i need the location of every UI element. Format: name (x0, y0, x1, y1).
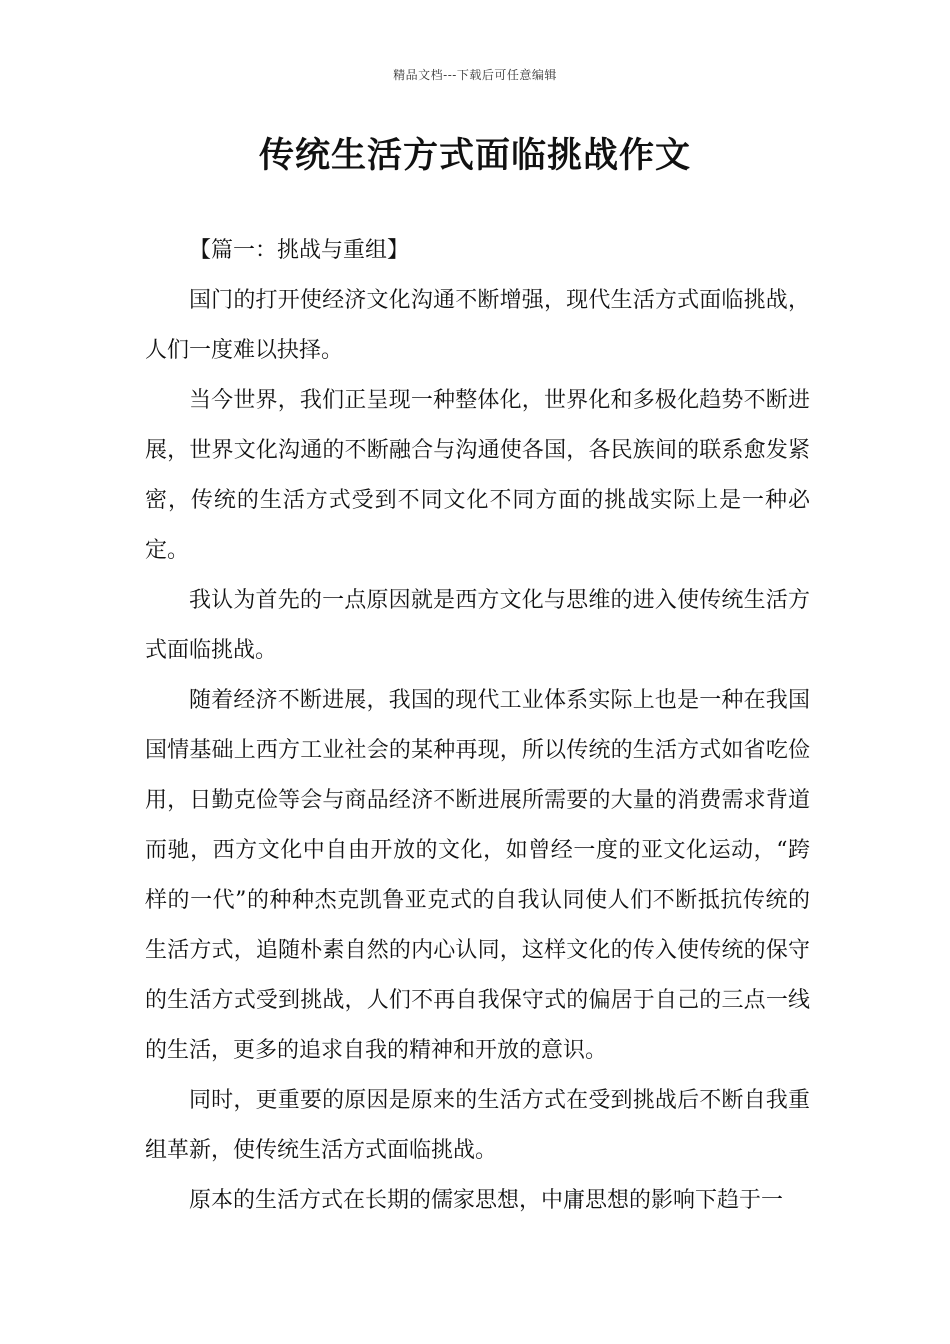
document-body (145, 226, 810, 1226)
paragraph: 当今世界，我们正呈现一种整体化，世界化和多极化趋势不断进展，世界文化沟通的不断融合与沟通使各国，各民族间的联系愈发紧密，传统的生活方式受到不同文化不同方面的挑战实际上是一种必定。 (145, 388, 810, 563)
section-heading: 【篇一：挑战与重组】 (189, 238, 410, 263)
paragraph: 同时，更重要的原因是原来的生活方式在受到挑战后不断自我重组革新，使传统生活方式面临挑战。 (145, 1088, 810, 1163)
header-note: 精品文档---下载后可任意编辑 (393, 68, 557, 82)
paragraph: 原本的生活方式在长期的儒家思想，中庸思想的影响下趋于一 (189, 1188, 784, 1213)
document-title: 传统生活方式面临挑战作文 (258, 135, 691, 176)
paragraph: 随着经济不断进展，我国的现代工业体系实际上也是一种在我国国情基础上西方工业社会的某种再现，所以传统的生活方式如省吃俭用，日勤克俭等会与商品经济不断进展所需要的大量的消费需求背道而驰，西方文化中自由开放的文化，如曾经一度的亚文化运动，“跨样的一代”的种种杰克凯鲁亚克式的自我认同使人们不断抵抗传统的生活方式，追随朴素自然的内心认同，这样文化的传入使传统的保守的生活方式受到挑战，人们不再自我保守式的偏居于自己的三点一线的生活，更多的追求自我的精神和开放的意识。 (145, 688, 810, 1063)
paragraph: 我认为首先的一点原因就是西方文化与思维的进入使传统生活方式面临挑战。 (145, 588, 810, 663)
paragraph: 国门的打开使经济文化沟通不断增强，现代生活方式面临挑战，人们一度难以抉择。 (145, 288, 810, 363)
